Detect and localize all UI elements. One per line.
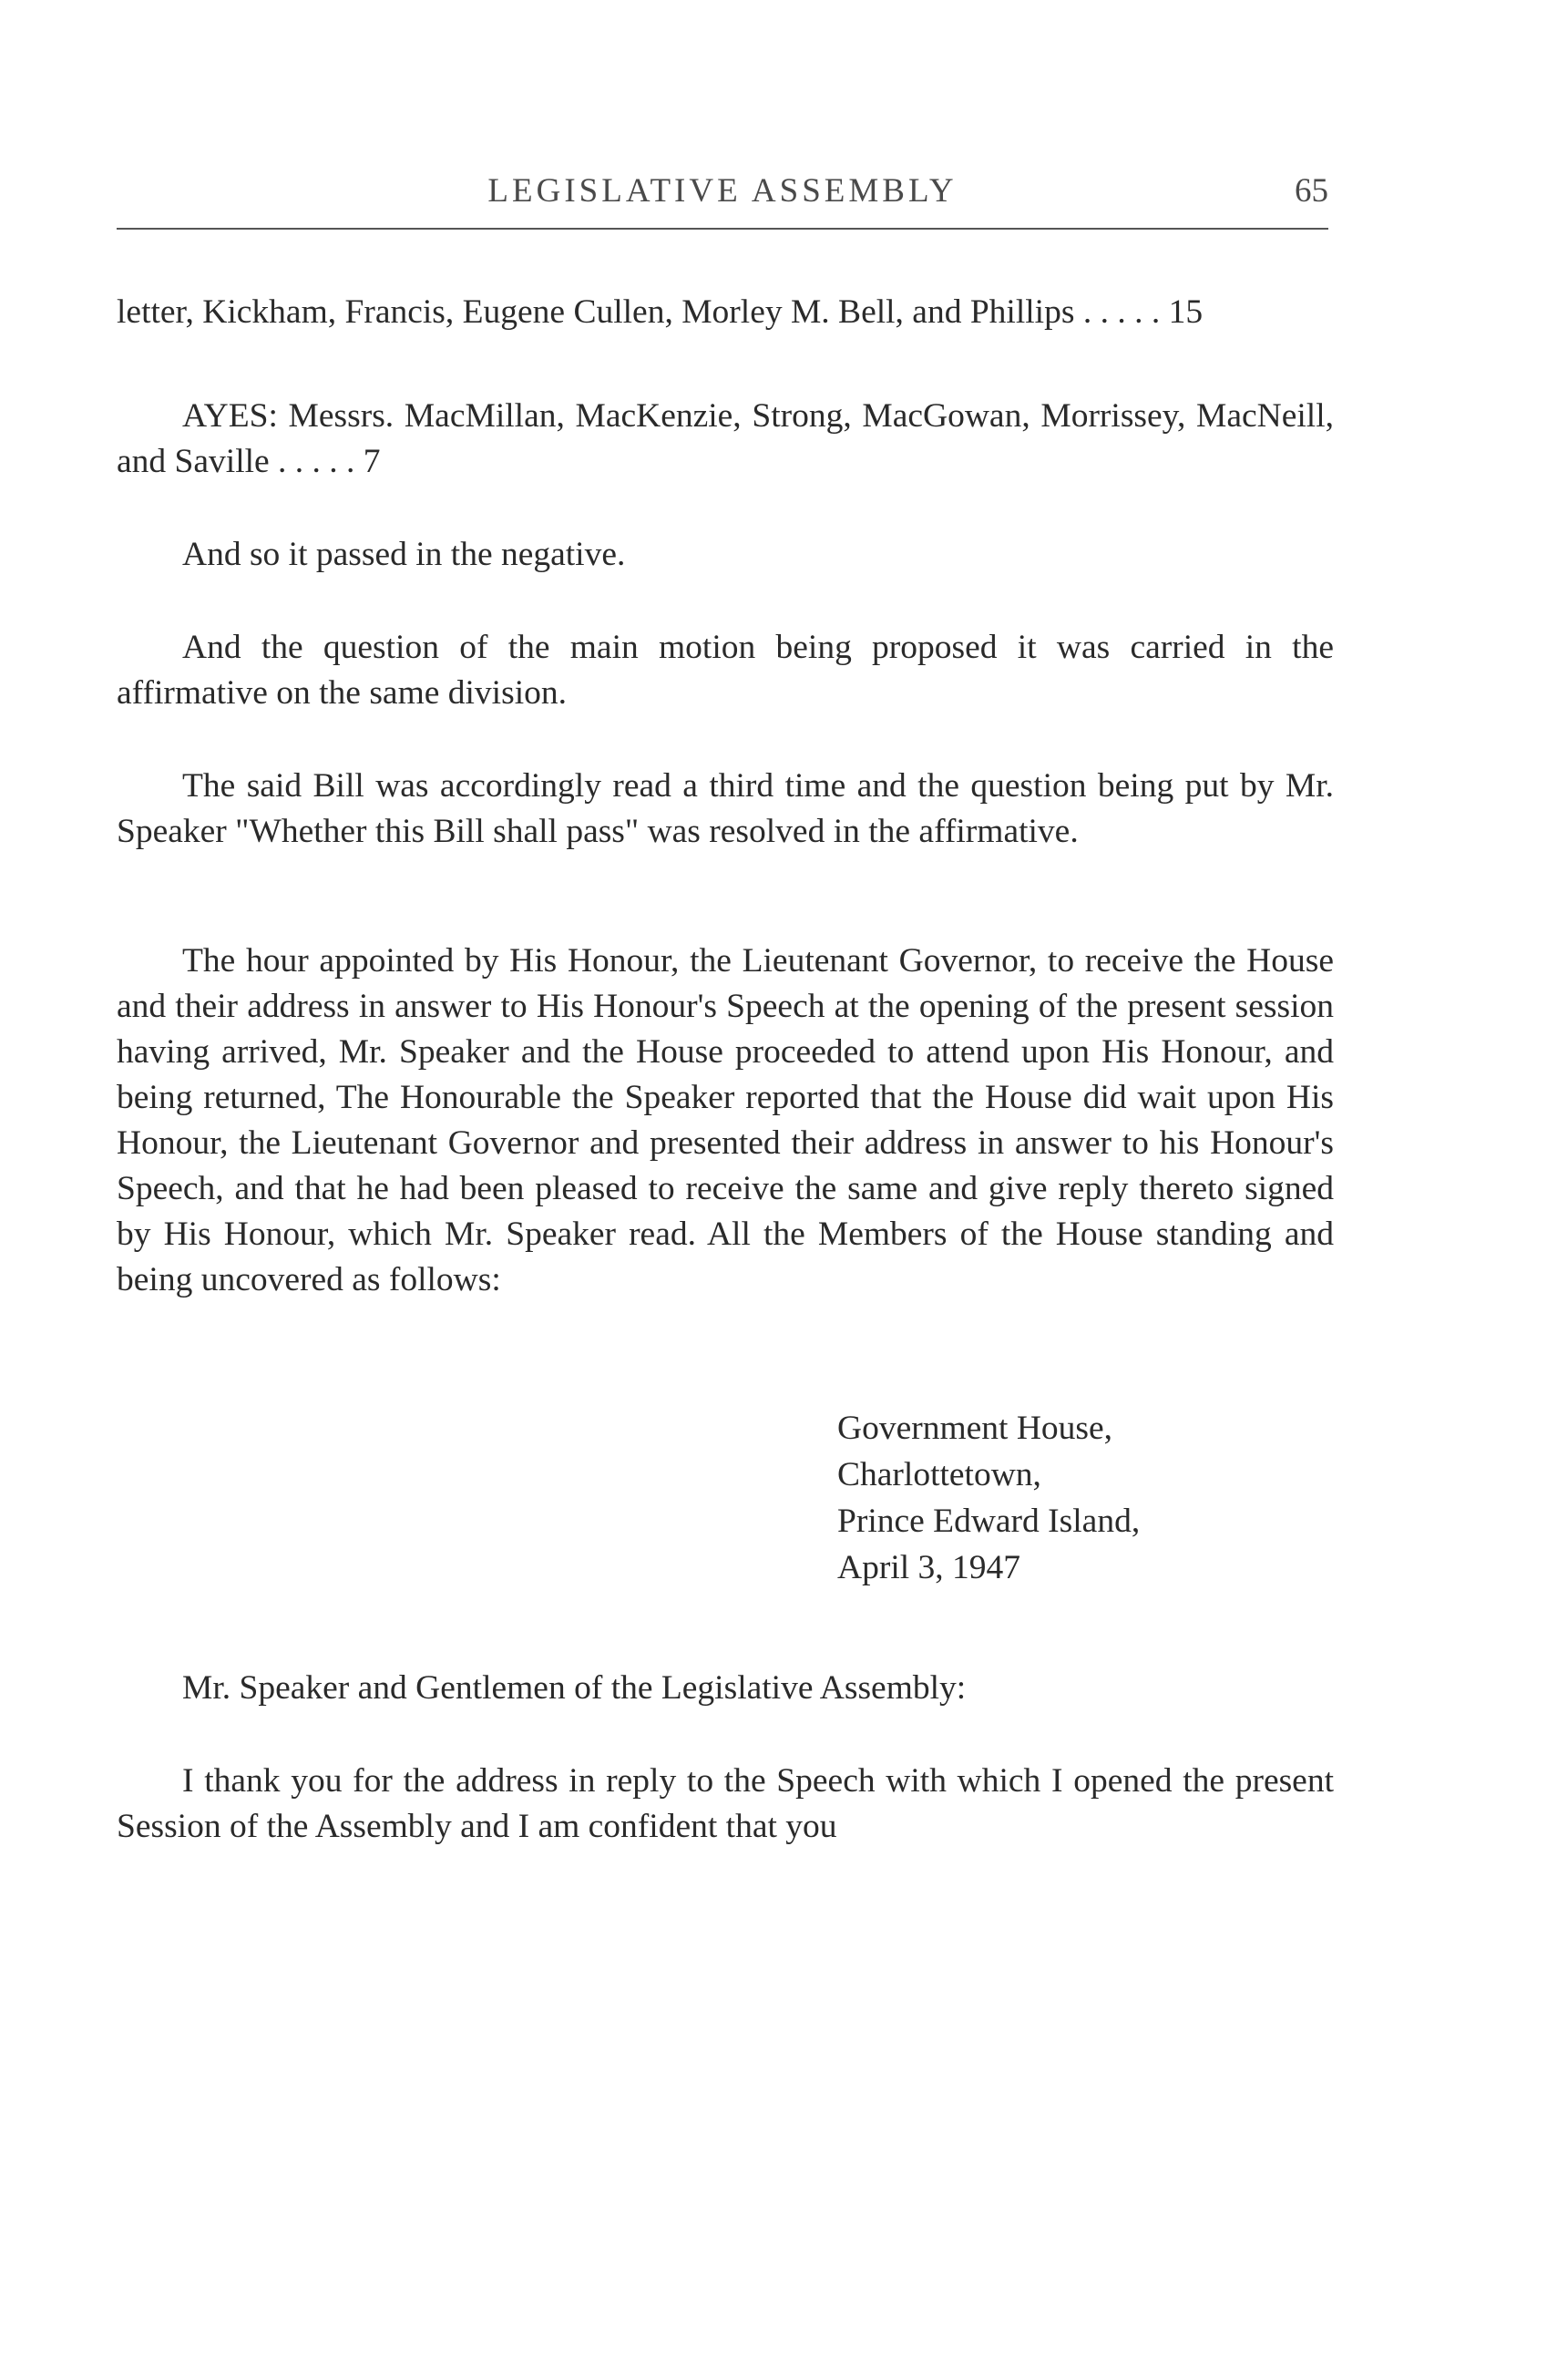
header-rule	[117, 228, 1328, 230]
address-line: Charlottetown,	[837, 1456, 1041, 1493]
letter-opening-paragraph: I thank you for the address in reply to the Speech with which I opened the present Session of the Assembly and I am confident that you	[117, 1762, 1334, 1845]
address-line: Prince Edward Island,	[837, 1503, 1141, 1540]
letter-salutation: Mr. Speaker and Gentlemen of the Legislative Assembly:	[182, 1669, 967, 1707]
paragraph-speech-reply: The hour appointed by His Honour, the Lieutenant Governor, to receive the House and their address in answer to His Honour's Speech at the opening of the present session having arrived, Mr. Speaker and the House proceeded to attend upon His Honour, and being returned, The Honourable the Speaker reported that the House did wait upon His Honour, the Lieutenant Governor and presented their address in answer to his Honour's Speech, and that he had been pleased to receive the same and give reply thereto signed by His Honour, which Mr. Speaker read. All the Members of the House standing and being uncovered as follows:	[117, 942, 1334, 1298]
address-line: Government House,	[837, 1410, 1113, 1447]
paragraph-ayes: AYES: Messrs. MacMillan, MacKenzie, Strong, MacGowan, Morrissey, MacNeill, and Saville . . . . . 7	[117, 397, 1334, 480]
page-number: 65	[1295, 172, 1328, 210]
paragraph-division-list: letter, Kickham, Francis, Eugene Cullen, Morley M. Bell, and Phillips . . . . . 15	[117, 293, 1204, 331]
page-header	[117, 171, 1328, 226]
paragraph-negative: And so it passed in the negative.	[182, 536, 626, 573]
paragraph-main-motion: And the question of the main motion being proposed it was carried in the affirmative on the same division.	[117, 629, 1334, 712]
letter-address	[837, 1405, 1334, 1591]
running-head: LEGISLATIVE ASSEMBLY	[487, 172, 958, 210]
address-date: April 3, 1947	[837, 1549, 1021, 1586]
paragraph-third-reading: The said Bill was accordingly read a third time and the question being put by Mr. Speaker "Whether this Bill shall pass" was resolved in the affirmative.	[117, 767, 1334, 850]
page-body	[117, 290, 1334, 1850]
